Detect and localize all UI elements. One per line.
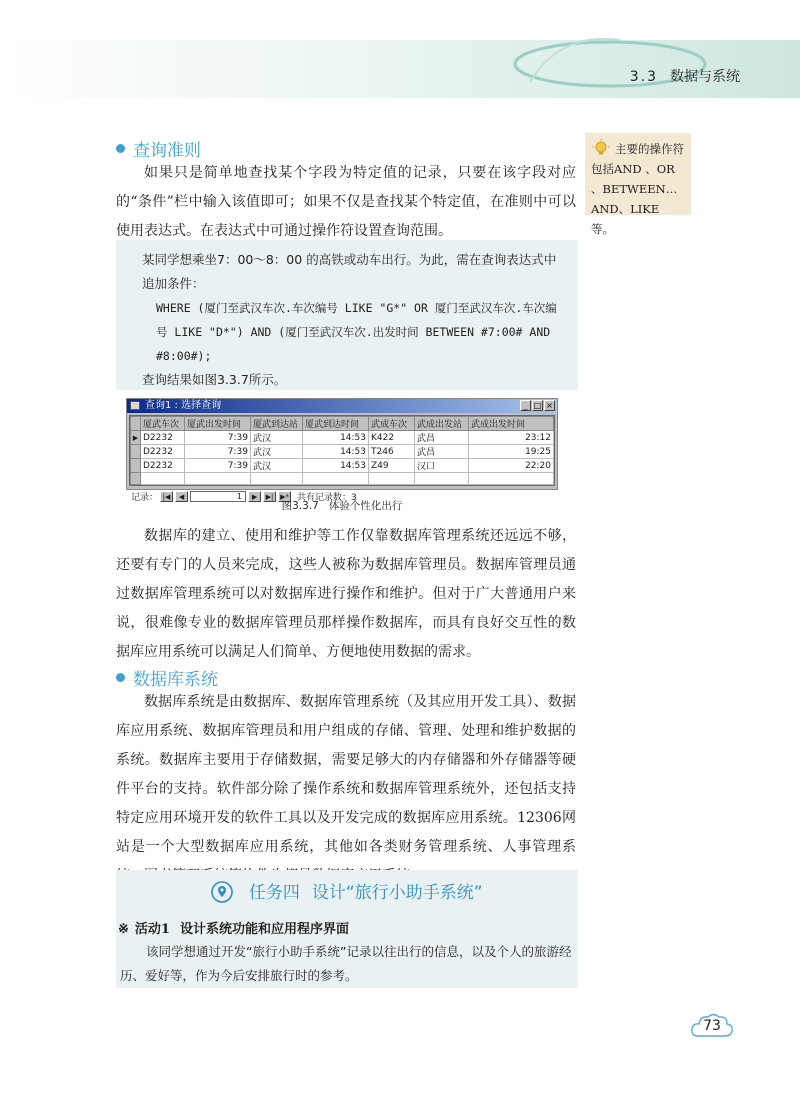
- column-header[interactable]: 厦武到达时间: [303, 417, 369, 431]
- column-header[interactable]: 厦武到达站: [251, 417, 303, 431]
- task-number: 任务四: [248, 883, 300, 903]
- empty-row[interactable]: [131, 473, 554, 485]
- paragraph-dba: 数据库的建立、使用和维护等工作仅靠数据库管理系统还远远不够，还要有专门的人员来完成，这些人被称为数据库管理员。数据库管理员通过数据库管理系统可以对数据库进行操作和维护。但对于广大普通用户来说，很难像专业的数据库管理员那样操作数据库，而具有良好交互性的数据库应用系统可以满足人们简单、方便地使用数据的需求。: [116, 528, 576, 660]
- cell[interactable]: K422: [369, 431, 415, 445]
- figure-caption: [126, 498, 558, 513]
- cell[interactable]: D2232: [141, 459, 185, 473]
- example-intro: 某同学想乘坐7：00～8：00 的高铁或动车出行。为此，需在查询表达式中追加条件：: [142, 252, 557, 291]
- cell[interactable]: 14:53: [303, 431, 369, 445]
- next-record-button[interactable]: ▶: [248, 491, 261, 502]
- reference-mark: ※: [118, 922, 129, 937]
- cell[interactable]: 14:53: [303, 445, 369, 459]
- cell[interactable]: Z49: [369, 459, 415, 473]
- page-number-badge: [690, 1012, 734, 1040]
- activity-label: 活动1: [134, 922, 170, 937]
- cell[interactable]: 14:53: [303, 459, 369, 473]
- record-label: 记录：: [131, 492, 159, 503]
- side-note: [585, 133, 691, 236]
- cell[interactable]: 7:39: [185, 445, 251, 459]
- window-icon: [130, 401, 140, 410]
- heading-text: 查询准则: [133, 141, 201, 161]
- results-grid: [129, 415, 555, 486]
- window-title: 查询1 : 选择查询: [145, 400, 222, 411]
- table-row[interactable]: [131, 459, 554, 473]
- cell[interactable]: T246: [369, 445, 415, 459]
- header-swoosh-decoration: [500, 22, 760, 102]
- location-pin-icon: [211, 881, 233, 905]
- cell[interactable]: D2232: [141, 431, 185, 445]
- task-box: [116, 870, 578, 988]
- example-result: 查询结果如图3.3.7所示。: [142, 372, 287, 387]
- row-selector[interactable]: [131, 473, 141, 485]
- cell[interactable]: 19:25: [469, 445, 554, 459]
- current-row-arrow-icon: ▶: [131, 431, 141, 445]
- heading-query-criteria: [116, 136, 201, 161]
- minimize-button[interactable]: _: [520, 400, 531, 411]
- example-sql: WHERE (厦门至武汉车次.车次编号 LIKE "G*" OR 厦门至武汉车次.车次编号 LIKE "D*") AND (厦门至武汉车次.出发时间 BETWEEN #7:00# AND #8:00#);: [156, 301, 557, 363]
- column-header[interactable]: 武成出发时间: [469, 417, 554, 431]
- side-note-rest: 包括AND 、OR 、BETWEEN…AND、LIKE 等。: [591, 162, 678, 236]
- row-selector-header: [131, 417, 141, 431]
- paragraph-query-criteria: 如果只是简单地查找某个字段为特定值的记录，只要在该字段对应的“条件”栏中输入该值即可；如果不仅是查找某个特定值，在准则中可以使用表达式。在表达式中可通过操作符设置查询范围。: [116, 165, 576, 239]
- table-row[interactable]: [131, 431, 554, 445]
- cell[interactable]: 23:12: [469, 431, 554, 445]
- figure-title: 体验个性化出行: [328, 500, 403, 512]
- new-record-button[interactable]: ▶*: [278, 491, 291, 502]
- activity-heading: [118, 918, 349, 937]
- cell[interactable]: D2232: [141, 445, 185, 459]
- activity-title: 设计系统功能和应用程序界面: [179, 922, 349, 937]
- side-note-line1: 主要的操作符: [615, 142, 684, 156]
- query-window: [126, 398, 558, 503]
- column-header[interactable]: 武成出发站: [415, 417, 469, 431]
- running-header: [630, 66, 740, 86]
- first-record-button[interactable]: |◀: [160, 491, 173, 502]
- task-name: 设计“旅行小助手系统”: [311, 883, 483, 903]
- maximize-button[interactable]: □: [533, 401, 542, 410]
- cell[interactable]: 武汉: [251, 459, 303, 473]
- paragraph-database-system: 数据库系统是由数据库、数据库管理系统（及其应用开发工具）、数据库应用系统、数据库管理员和用户组成的存储、管理、处理和维护数据的系统。数据库主要用于存储数据，需要足够大的内存储器和外存储器等硬件平台的支持。软件部分除了操作系统和数据库管理系统外，还包括支持特定应用环境开发的软件工具以及开发完成的数据库应用系统。12306网站是一个大型数据库应用系统，其他如各类财务管理系统、人事管理系: [116, 694, 576, 855]
- bullet-icon: [116, 144, 125, 153]
- heading-database-system: [116, 665, 218, 690]
- bullet-icon: [116, 673, 125, 682]
- column-header[interactable]: 武成车次: [369, 417, 415, 431]
- cell[interactable]: 武昌: [415, 431, 469, 445]
- cell[interactable]: 武昌: [415, 445, 469, 459]
- cell[interactable]: 武汉: [251, 431, 303, 445]
- previous-record-button[interactable]: ◀: [175, 491, 188, 502]
- row-selector[interactable]: [131, 445, 141, 459]
- cell[interactable]: 22:20: [469, 459, 554, 473]
- cell[interactable]: 7:39: [185, 459, 251, 473]
- close-button[interactable]: ×: [544, 400, 555, 411]
- cell[interactable]: 7:39: [185, 431, 251, 445]
- page-number: 73: [703, 1018, 721, 1034]
- current-record-field[interactable]: 1: [190, 491, 246, 502]
- activity-description: 该同学想通过开发“旅行小助手系统”记录以往出行的信息，以及个人的旅游经历、爱好等，作为今后安排旅行时的参考。: [120, 944, 572, 983]
- window-titlebar[interactable]: [127, 399, 557, 413]
- example-box: [116, 240, 578, 390]
- section-number: 3.3: [629, 69, 658, 85]
- heading-text: 数据库系统: [133, 670, 218, 690]
- figure-number: 图3.3.7: [281, 500, 319, 512]
- column-header[interactable]: 厦武出发时间: [185, 417, 251, 431]
- cell[interactable]: 汉口: [415, 459, 469, 473]
- cell[interactable]: 武汉: [251, 445, 303, 459]
- table-row[interactable]: [131, 445, 554, 459]
- section-title: 数据与系统: [670, 69, 740, 85]
- column-header[interactable]: 厦武车次: [141, 417, 185, 431]
- lightbulb-icon: [592, 139, 610, 157]
- last-record-button[interactable]: ▶|: [263, 491, 276, 502]
- row-selector[interactable]: [131, 459, 141, 473]
- task-title: [116, 878, 578, 905]
- total-records: 共有记录数：3: [297, 492, 357, 503]
